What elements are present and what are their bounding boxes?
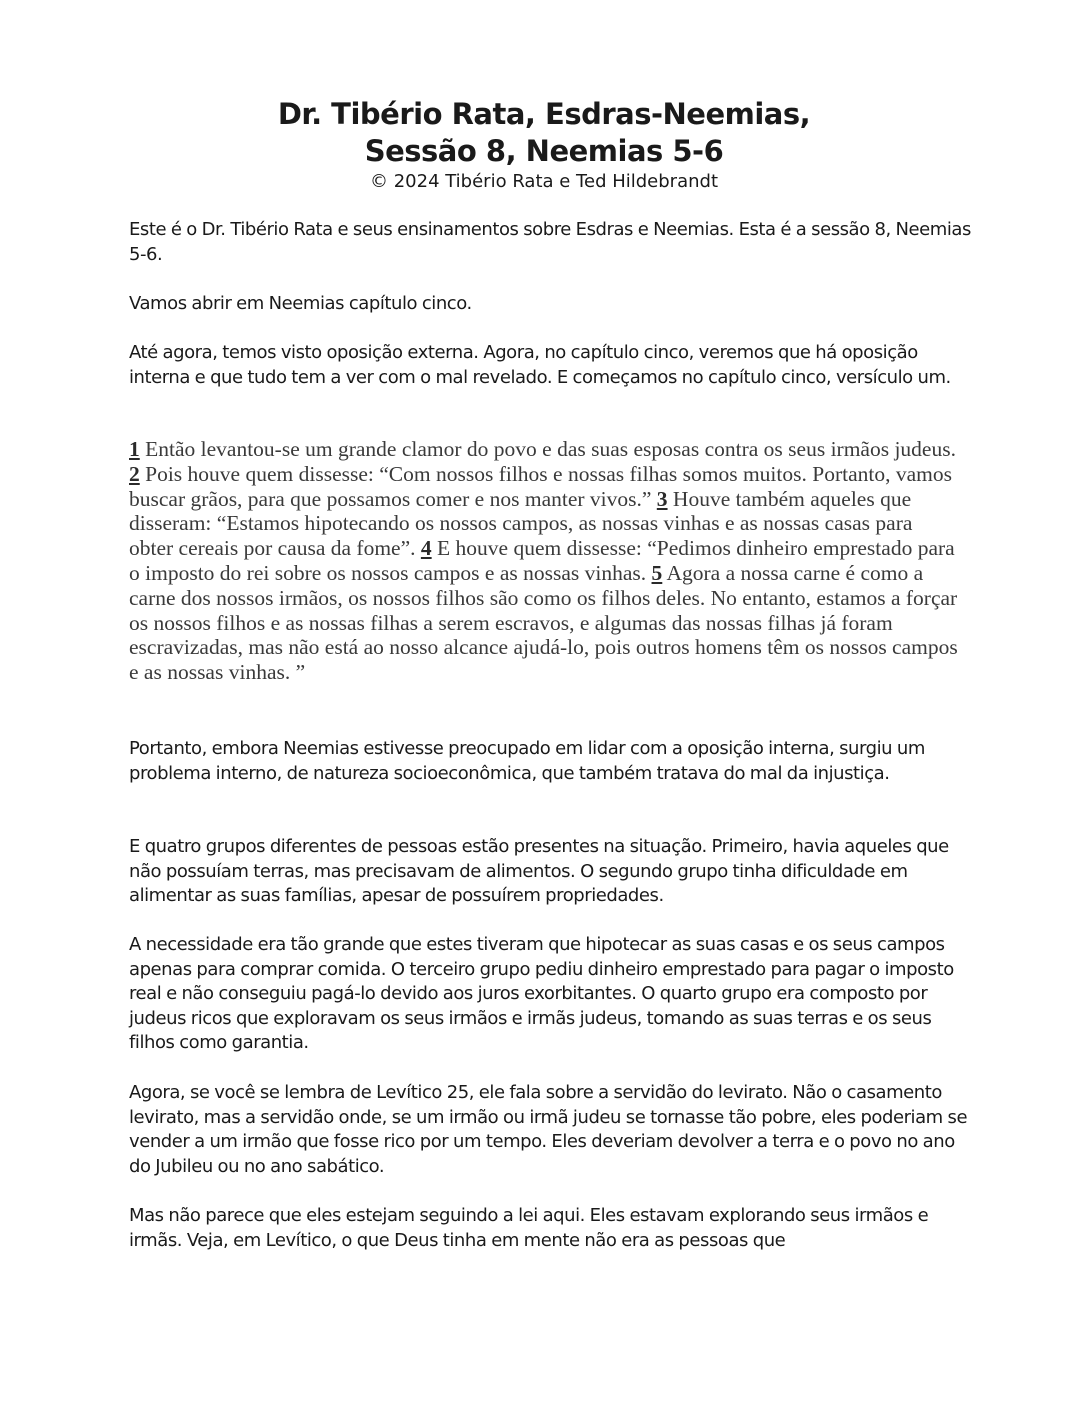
verse-text-3: Houve também aqueles que disseram: “Estamos hipotecando os nossos campos, as nossas vinhas e as nossas casas para obter cereais por causa da fome”.	[129, 486, 913, 561]
title-line-1: Dr. Tibério Rata, Esdras-Neemias,	[277, 97, 811, 131]
verse-text-5: Agora a nossa carne é como a carne dos nossos irmãos, os nossos filhos são como os filhos deles. No entanto, estamos a forçar os nossos filhos e as nossas filhas a serem escravos, e algumas das nossas filhas já foram escravizadas, mas não está ao nosso alcance ajudá-lo, pois outros homens têm os nossos campos e as nossas vinhas. ”	[129, 560, 958, 685]
paragraph-necessity: A necessidade era tão grande que estes tiveram que hipotecar as suas casas e os seus campos apenas para comprar comida. O terceiro grupo pediu dinheiro emprestado para pagar o imposto real e não conseguiu pagá-lo devido aos juros exorbitantes. O quarto grupo era composto por judeus ricos que exploravam os seus irmãos e irmãs judeus, tomando as suas terras e os seus filhos como garantia.	[129, 934, 954, 1053]
verse-number-3[interactable]: 3	[656, 486, 668, 511]
paragraph-opposition: Até agora, temos visto oposição externa. Agora, no capítulo cinco, veremos que há oposição interna e que tudo tem a ver com o mal revelado. E começamos no capítulo cinco, versículo um.	[129, 342, 951, 388]
document-header	[0, 96, 1088, 193]
copyright-notice: © 2024 Tibério Rata e Ted Hildebrandt	[369, 171, 719, 192]
paragraph-law: Mas não parece que eles estejam seguindo a lei aqui. Eles estavam explorando seus irmãos e irmãs. Veja, em Levítico, o que Deus tinha em mente não era as pessoas que	[129, 1205, 929, 1251]
title-line-2: Sessão 8, Neemias 5-6	[364, 134, 724, 168]
verse-text-4: E houve quem dissesse: “Pedimos dinheiro emprestado para o imposto do rei sobre os nossos campos e as nossas vinhas.	[129, 536, 955, 585]
paragraph-four-groups: E quatro grupos diferentes de pessoas estão presentes na situação. Primeiro, havia aqueles que não possuíam terras, mas precisavam de alimentos. O segundo grupo tinha dificuldade em alimentar as suas famílias, apesar de possuírem propriedades.	[129, 836, 949, 906]
verse-number-5[interactable]: 5	[651, 560, 663, 585]
paragraph-leviticus: Agora, se você se lembra de Levítico 25, ele fala sobre a servidão do levirato. Não o casamento levirato, mas a servidão onde, se um irmão ou irmã judeu se tornasse tão pobre, eles poderiam se vender a um irmão que fosse rico por um tempo. Eles deveriam devolver a terra e o povo no ano do Jubileu ou no ano sabático.	[129, 1082, 968, 1177]
scripture-passage	[129, 437, 959, 685]
verse-number-2[interactable]: 2	[129, 461, 140, 486]
verse-text-1: Então levantou-se um grande clamor do povo e das suas esposas contra os seus irmãos judeus.	[139, 437, 956, 461]
paragraph-open-chapter: Vamos abrir em Neemias capítulo cinco.	[129, 293, 472, 314]
verse-text-2: Pois houve quem dissesse: “Com nossos filhos e nossas filhas somos muitos. Portanto, vamos buscar grãos, para que possamos comer e nos manter vivos.”	[129, 461, 952, 511]
verse-number-4[interactable]: 4	[420, 536, 432, 561]
paragraph-internal-problem: Portanto, embora Neemias estivesse preocupado em lidar com a oposição interna, surgiu um problema interno, de natureza socioeconômica, que também tratava do mal da injustiça.	[129, 738, 925, 784]
verse-number-1[interactable]: 1	[129, 437, 140, 461]
paragraph-intro: Este é o Dr. Tibério Rata e seus ensinamentos sobre Esdras e Neemias. Esta é a sessão 8, Neemias 5-6.	[129, 219, 971, 265]
